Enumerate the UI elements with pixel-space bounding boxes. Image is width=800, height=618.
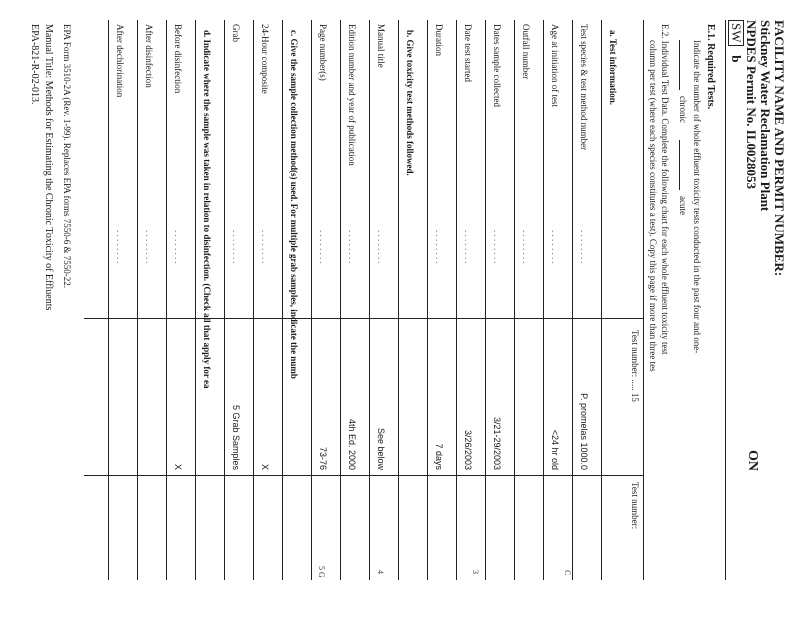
e2-instruction-2: column per test (where each species constitutes a test). Copy this page if more than three tes <box>648 40 658 372</box>
row-leader-dots: . . . . . . . . <box>115 230 125 264</box>
on-mark: ON <box>745 450 760 471</box>
row-label: Before disinfection <box>173 24 183 94</box>
row-rule <box>572 20 573 580</box>
row-label: Manual title <box>376 24 386 68</box>
col-divider-1 <box>84 318 644 319</box>
chronic-label: chronic <box>678 96 688 123</box>
row-rule <box>311 20 312 580</box>
row-leader-dots: . . . . . . . . <box>492 230 502 264</box>
row-leader-dots: . . . . . . . . <box>550 230 560 264</box>
row-leader-dots: . . . . . . . . <box>376 230 386 264</box>
row-leader-dots: . . . . . . . . <box>434 230 444 264</box>
row-rule <box>456 20 457 580</box>
chronic-blank <box>679 40 680 90</box>
row-label: d. Indicate where the sample was taken in relation to disinfection. (Check all that apply for ea <box>202 30 212 389</box>
row-label: 24-Hour composite <box>260 24 270 94</box>
row-label: a. Test information. <box>608 30 618 106</box>
facility-title: FACILITY NAME AND PERMIT NUMBER: <box>772 20 787 277</box>
code-tail: b <box>729 55 744 63</box>
row-rule <box>340 20 341 580</box>
row-value: X <box>173 463 183 470</box>
col3-mark-d: 5 G <box>317 566 326 578</box>
facility-name: Stickney Water Reclamation Plant <box>758 20 773 212</box>
row-label: Page number(s) <box>318 24 328 81</box>
row-rule <box>485 20 486 580</box>
facility-header <box>728 20 786 580</box>
manual-code: EPA-821-R-02-013. <box>29 24 40 105</box>
row-rule <box>427 20 428 580</box>
acute-blank <box>679 140 680 190</box>
row-leader-dots: . . . . . . . . <box>463 230 473 264</box>
col3-mark-b: 3 <box>471 570 480 574</box>
permit-number: NPDES Permit No. IL0028053 <box>744 20 759 189</box>
row-rule <box>282 20 283 580</box>
row-rule <box>601 20 602 580</box>
epa-form-note: EPA Form 3510-2A (Rev. 1-99). Replaces EPA forms 7550-6 & 7550-22. <box>62 24 72 288</box>
row-label: Grab <box>231 24 241 42</box>
row-leader-dots: . . . . . . . . <box>521 230 531 264</box>
e1-instruction: Indicate the number of whole effluent toxicity tests conducted in the past four and one- <box>692 40 702 354</box>
row-leader-dots: . . . . . . . . <box>347 230 357 264</box>
row-value: P. promelas 1000.0 <box>579 393 589 470</box>
row-value: See below <box>376 427 386 470</box>
test-number-value: 15 <box>630 392 640 402</box>
row-value: 4th Ed. 2000 <box>347 418 357 470</box>
row-label: Age at initiation of test <box>550 24 560 107</box>
row-label: b. Give toxicity test methods followed. <box>405 30 415 176</box>
row-value: 73-76 <box>318 446 328 470</box>
row-leader-dots: . . . . . . . . <box>173 230 183 264</box>
row-label: Outfall number <box>521 24 531 80</box>
col3-mark-a: C <box>563 570 572 576</box>
row-rule <box>166 20 167 580</box>
row-rule <box>398 20 399 580</box>
row-label: After disinfection <box>144 24 154 88</box>
rotated-form <box>20 0 800 600</box>
e2-instruction-1: E.2. Individual Test Data. Complete the following chart for each whole effluent toxicity test <box>660 24 670 355</box>
row-rule <box>195 20 196 580</box>
row-label: c. Give the sample collection method(s) used. For multiple grab samples, indicate the numb <box>289 30 299 379</box>
acute-label: acute <box>678 196 688 215</box>
test-number-label: Test number: ..... 15 <box>630 330 640 402</box>
row-rule <box>514 20 515 580</box>
row-value: 3/26/2003 <box>463 429 473 470</box>
row-rule <box>108 20 109 580</box>
row-label: Edition number and year of publication <box>347 24 357 166</box>
row-label: Duration <box>434 24 444 56</box>
row-leader-dots: . . . . . . . . <box>144 230 154 264</box>
manual-title-note: Manual Title: Methods for Estimating the Chronic Toxicity of Effluents <box>43 24 54 311</box>
row-value: 7 days <box>434 443 444 470</box>
col3-mark-c: 4 <box>376 570 385 574</box>
row-value: 5 Grab Samples <box>231 404 241 470</box>
row-value: 3/21-29/2003 <box>492 416 502 470</box>
table-top-rule <box>643 20 644 580</box>
row-rule <box>137 20 138 580</box>
code-label: SW <box>728 20 744 46</box>
e1-heading: E.1. Required Tests. <box>705 24 716 110</box>
row-label: Date test started <box>463 24 473 82</box>
row-label: After dechlorination <box>115 24 125 98</box>
row-leader-dots: . . . . . . . . <box>231 230 241 264</box>
test-number-label-2: Test number: <box>630 482 640 530</box>
col-divider-2 <box>84 475 644 476</box>
row-rule <box>543 20 544 580</box>
row-leader-dots: . . . . . . . . <box>260 230 270 264</box>
row-leader-dots: . . . . . . . . <box>579 230 589 264</box>
row-value: <24 hr old <box>550 429 560 470</box>
row-rule <box>369 20 370 580</box>
row-rule <box>253 20 254 580</box>
row-label: Dates sample collected <box>492 24 502 107</box>
header-rule <box>725 20 726 580</box>
row-leader-dots: . . . . . . . . <box>318 230 328 264</box>
row-value: X <box>260 463 270 470</box>
row-rule <box>224 20 225 580</box>
row-label: Test species & test method number <box>579 24 589 151</box>
